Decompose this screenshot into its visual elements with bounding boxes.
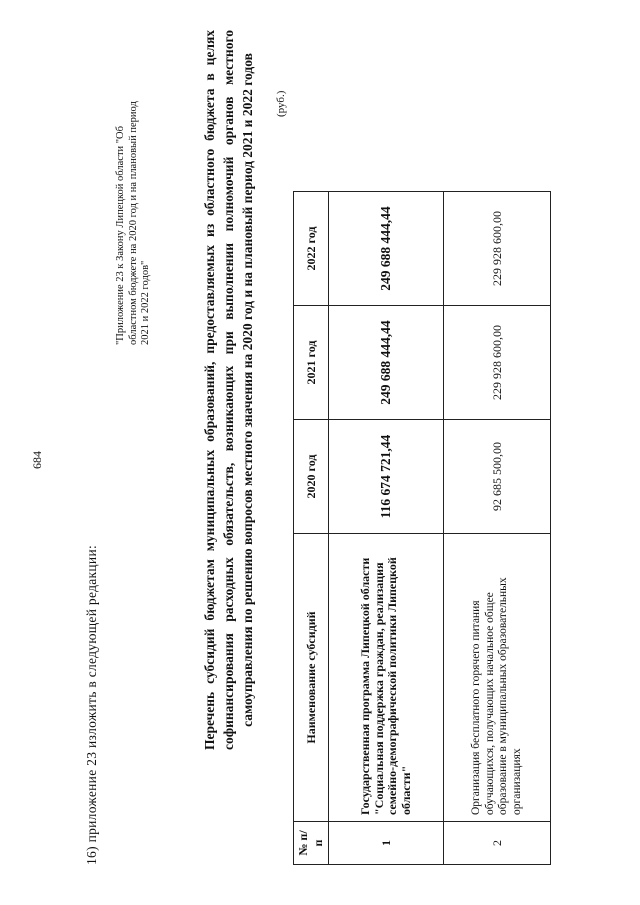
row-num: 2 <box>444 822 551 865</box>
header-num: № п/п <box>294 822 329 865</box>
subsidies-table <box>293 191 551 865</box>
appendix-note: "Приложение 23 к Закону Липецкой области "Об областном бюджете на 2020 год и на плановый период 2021 и 2022 годов" <box>115 101 151 345</box>
header-2022: 2022 год <box>294 192 329 306</box>
value-2022: 229 928 600,00 <box>444 192 551 306</box>
header-2021: 2021 год <box>294 306 329 420</box>
header-2020: 2020 год <box>294 420 329 534</box>
value-2020: 116 674 721,44 <box>329 420 444 534</box>
row-num: 1 <box>329 822 444 865</box>
header-name: Наименование субсидий <box>294 534 329 822</box>
subsidy-name: Государственная программа Липецкой области "Социальная поддержка граждан, реализация семейно-демографической политики Липецкой области" <box>329 534 444 822</box>
subsidy-name: Организация бесплатного горячего питания обучающихся, получающих начальное общее образование в муниципальных образовательных организациях <box>444 534 551 822</box>
value-2022: 249 688 444,44 <box>329 192 444 306</box>
value-2021: 249 688 444,44 <box>329 306 444 420</box>
table-row <box>329 192 444 865</box>
value-2020: 92 685 500,00 <box>444 420 551 534</box>
table-header-row <box>294 192 329 865</box>
table-row <box>444 192 551 865</box>
document-title: Перечень субсидий бюджетам муниципальных образований, предоставляемых из областного бюджета в целях софинансирования расходных обязательств, возникающих при выполнении полномочий органов местного самоуправления по решению вопросов местного значения на 2020 год и на плановый период 2021 и 2022 годов <box>202 30 255 750</box>
value-2021: 229 928 600,00 <box>444 306 551 420</box>
amendment-intro: 16) приложение 23 изложить в следующей редакции: <box>84 544 99 865</box>
units-label: (руб.) <box>275 90 287 117</box>
page-number: 684 <box>30 451 44 469</box>
